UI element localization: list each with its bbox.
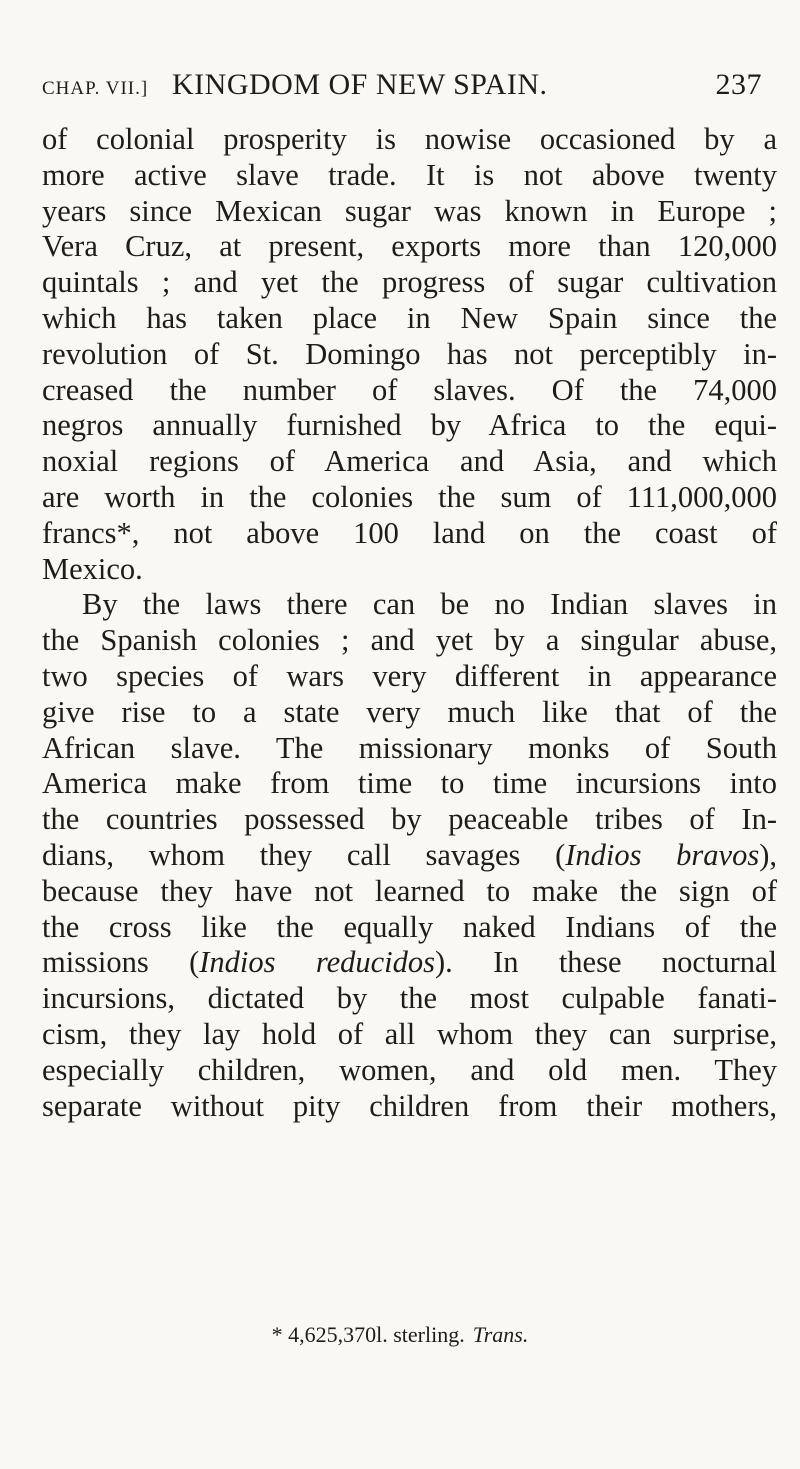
text-line: francs*, not above 100 land on the coast of [42,515,777,550]
text-line: creased the number of slaves. Of the 74,000 [42,372,777,407]
text-line: By the laws there can be no Indian slaves in [82,587,777,622]
text-line: noxial regions of America and Asia, and which [42,444,777,479]
text-line: because they have not learned to make the sign of [42,873,777,908]
text-line: incursions, dictated by the most culpable fanati- [42,981,777,1016]
text-line: separate without pity children from their mothers, [42,1088,777,1123]
page-number: 237 [715,68,762,101]
running-head [42,68,762,108]
text-line: negros annually furnished by Africa to the equi- [42,408,777,443]
italic-term: Indios bravos [565,837,760,872]
text-segment: ). In these nocturnal [435,945,778,980]
text-line: of colonial prosperity is nowise occasioned by a [42,122,777,156]
italic-term: Indios reducidos [199,945,435,980]
text-line: quintals ; and yet the progress of sugar cultivation [42,265,777,300]
text-line: the Spanish colonies ; and yet by a singular abuse, [42,623,777,658]
text-line: the cross like the equally naked Indians of the [42,909,777,944]
text-line: the countries possessed by peaceable tribes of In- [42,802,777,837]
text-line: cism, they lay hold of all whom they can surprise, [42,1016,777,1051]
text-line: more active slave trade. It is not above twenty [42,157,777,192]
text-line: Mexico. [42,551,143,586]
text-line: revolution of St. Domingo has not perceptibly in- [42,336,777,371]
running-title: KINGDOM OF NEW SPAIN. [172,68,548,101]
chapter-label: CHAP. VII.] [42,78,149,99]
text-line: years since Mexican sugar was known in Europe ; [42,193,777,228]
text-segment: ), [759,837,777,872]
text-line: Vera Cruz, at present, exports more than 120,000 [42,229,777,264]
footnote-text: * 4,625,370l. sterling. [271,1322,465,1347]
body-text [42,122,777,1124]
footnote-trans: Trans. [472,1322,529,1347]
text-line: two species of wars very different in appearance [42,658,777,693]
text-line: especially children, women, and old men. They [42,1052,777,1087]
text-line: are worth in the colonies the sum of 111,000,000 [42,479,777,514]
text-line: give rise to a state very much like that of the [42,694,777,729]
text-segment: dians, whom they call savages ( [42,837,566,872]
text-line: America make from time to time incursions into [42,766,777,801]
text-line [42,838,777,874]
text-segment: missions ( [42,945,200,980]
footnote [0,1322,800,1348]
text-line: African slave. The missionary monks of South [42,730,777,765]
text-line: which has taken place in New Spain since the [42,300,777,335]
text-line [42,945,777,981]
